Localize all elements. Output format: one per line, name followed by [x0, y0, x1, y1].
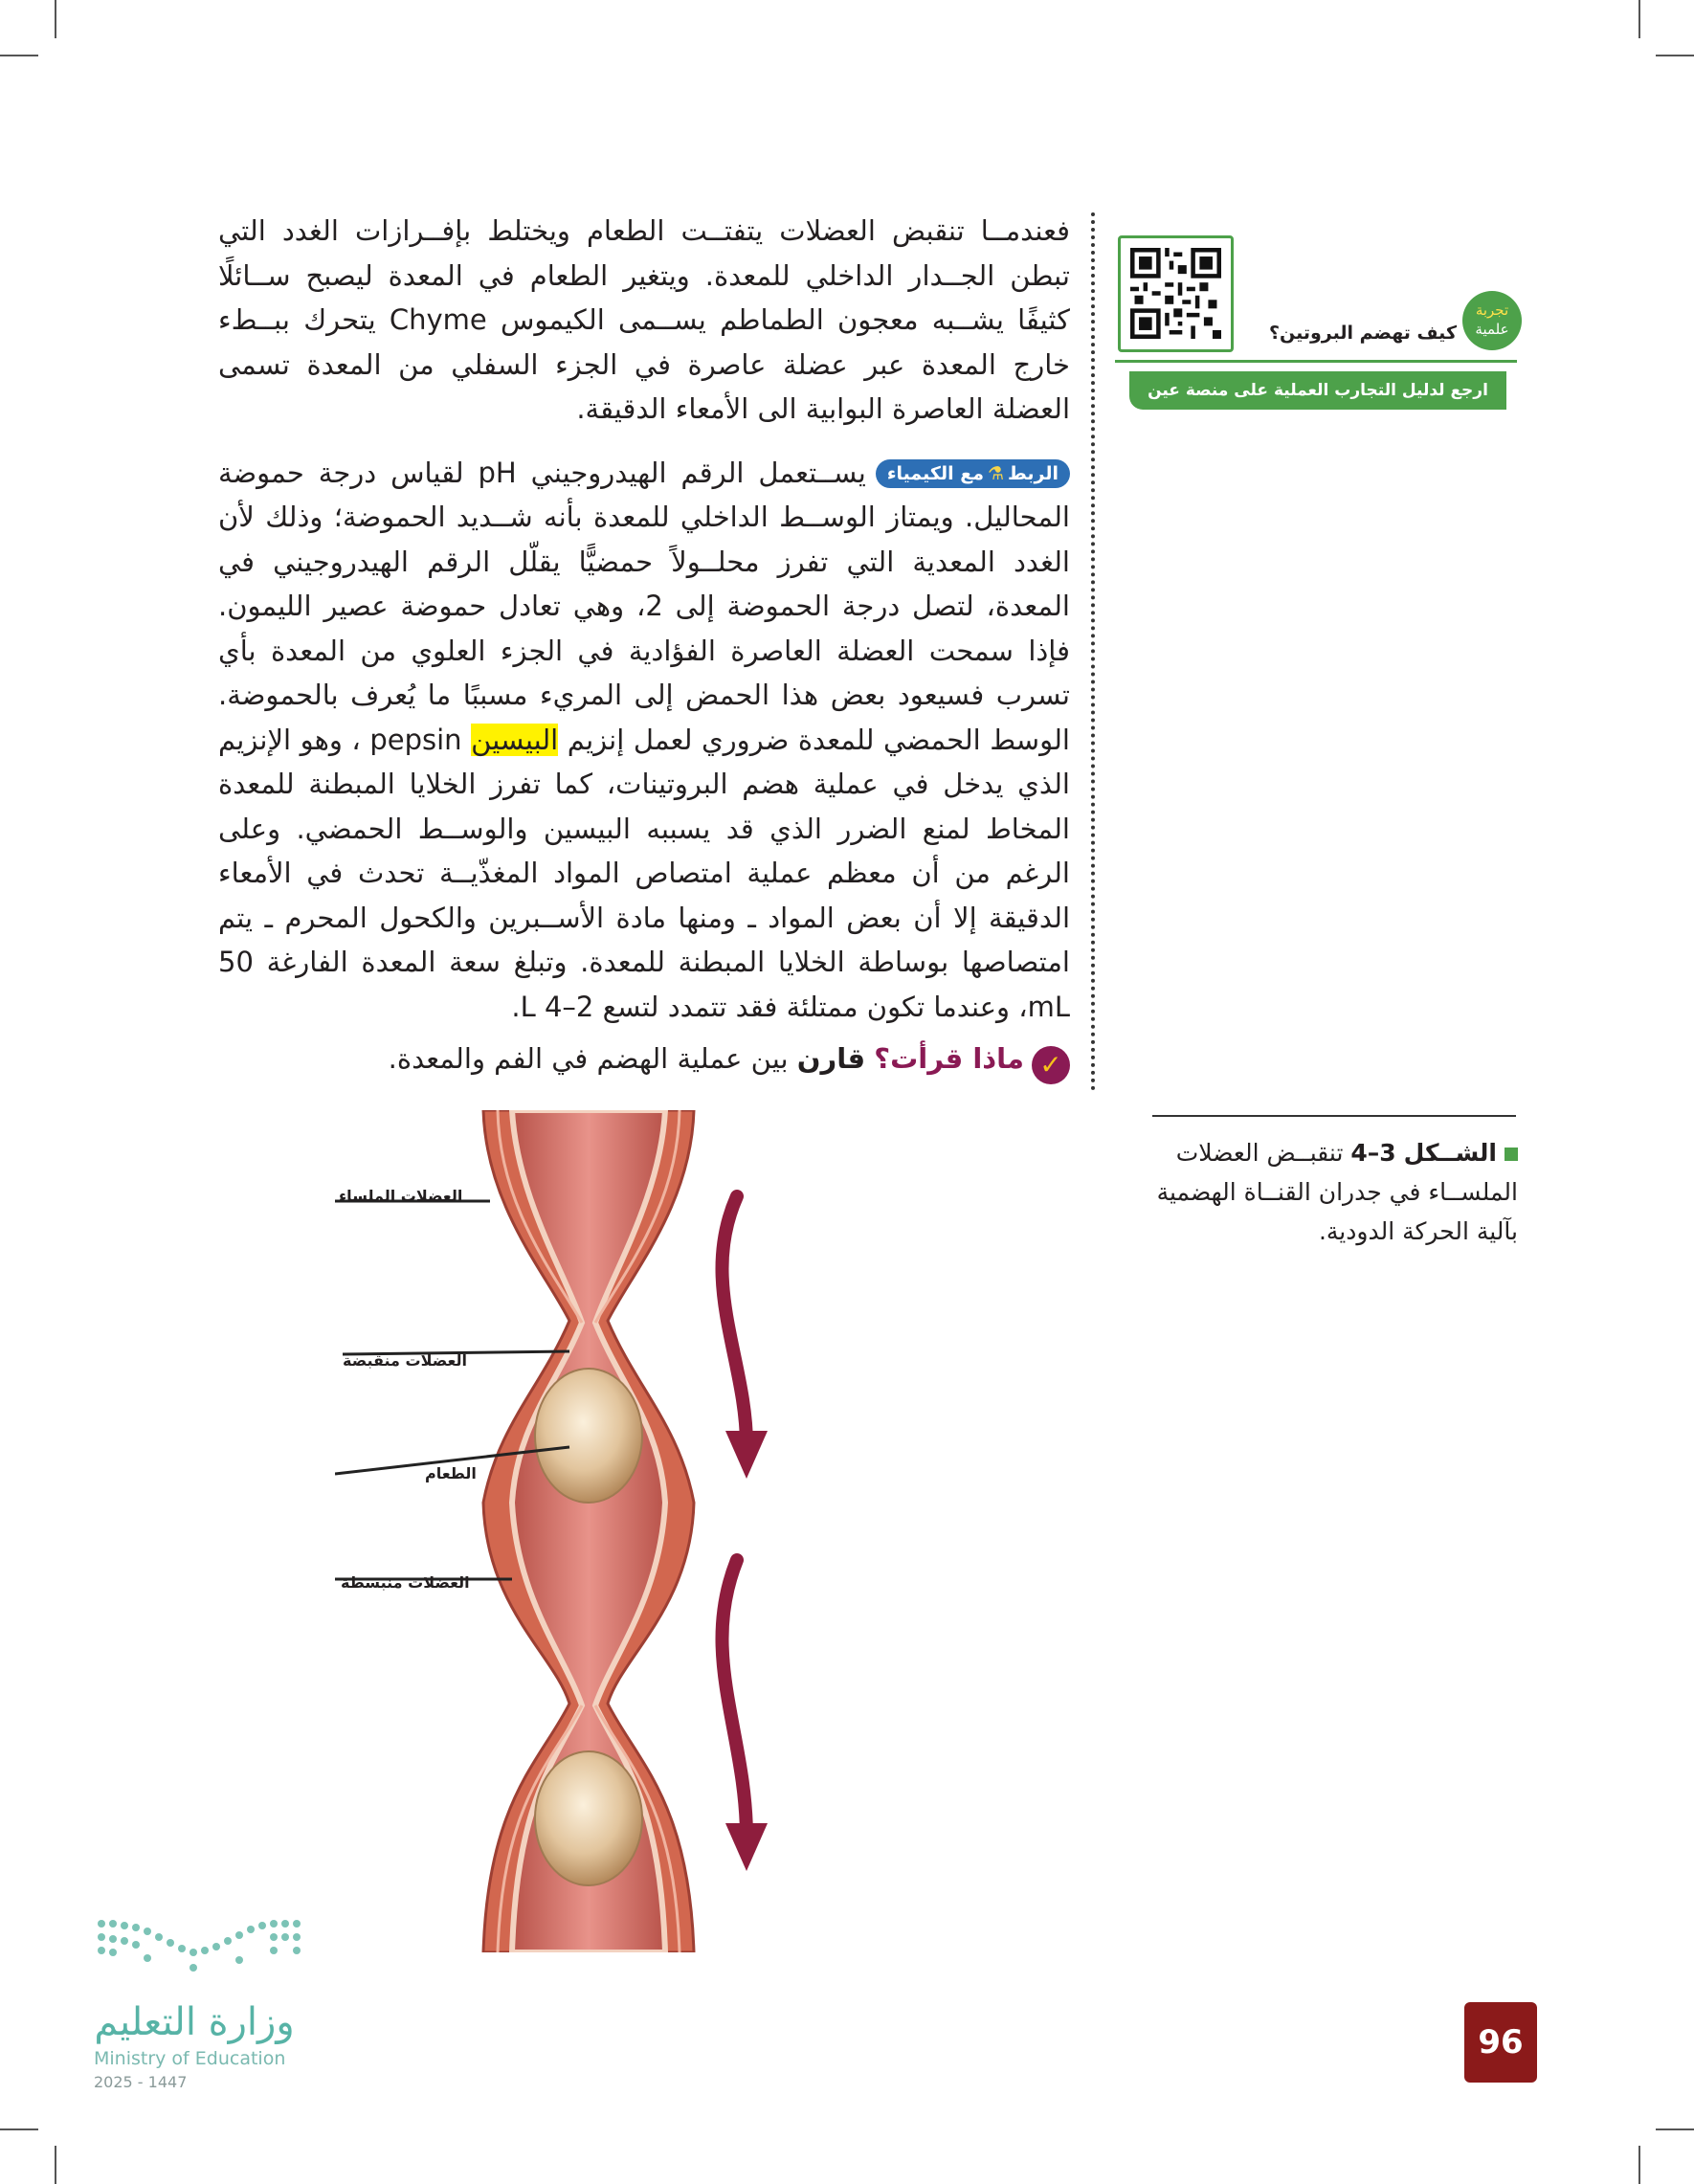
ministry-year: 2025 - 1447: [94, 2073, 188, 2091]
figure-caption: [1135, 1133, 1518, 1251]
ministry-name-en: Ministry of Education: [94, 2048, 286, 2069]
ministry-name-ar: وزارة التعليم: [94, 2000, 295, 2044]
ministry-logo-icon: [92, 1914, 312, 2000]
checkmark-icon: ✓: [1032, 1046, 1070, 1084]
label-smooth-muscle: العضلات الملساء: [339, 1187, 463, 1205]
highlight-pepsin: البيسين: [471, 723, 559, 756]
paragraph-acidity: [218, 451, 1070, 1030]
crop-mark: [0, 55, 38, 56]
lab-badge-line1: تجربة: [1475, 301, 1509, 319]
caption-square-icon: [1505, 1148, 1518, 1161]
column-divider: [1091, 212, 1095, 1091]
lab-title: كيف تهضم البروتين؟: [1268, 323, 1457, 344]
what-did-you-read: [218, 1036, 1070, 1084]
badge-label-link: الربط: [1008, 462, 1059, 484]
crop-mark: [1638, 2146, 1640, 2184]
lab-divider: [1115, 360, 1517, 363]
caption-fig-number: 3–4: [1350, 1139, 1396, 1167]
food-bolus: [535, 1751, 642, 1885]
what-read-text: بين عملية الهضم في الفم والمعدة.: [388, 1042, 789, 1075]
down-arrow-icon: [722, 1196, 747, 1445]
crop-mark: [1638, 0, 1640, 38]
crop-mark: [55, 2146, 56, 2184]
paragraph-acidity-part1: يســتعمل الرقم الهيدروجيني pH لقياس درجة حموضة المحاليل. ويمتاز الوســط الداخلي للمعدة بأنه شــديد الحموضة؛ وذلك لأن الغدد المعدية التي تفرز محلــولاً حمضيًّا يقلّل الرقم الهيدروجيني في المعدة، لتصل درجة الحموضة إلى 2، وهي تعادل حموضة عصير الليمون. فإذا سمحت العضلة العاصرة الفؤادية في الجزء العلوي من المعدة بأي تسرب فسيعود بعض هذا الحمض إلى المريء مسببًا ما يُعرف بالحموضة. الوسط الحمضي للمعدة ضروري لعمل إنزيم: [218, 456, 1070, 756]
badge-label-chemistry: الكيمياء: [886, 462, 954, 484]
crop-mark: [55, 0, 56, 38]
crop-mark: [1656, 55, 1694, 56]
badge-label-with: مع: [960, 462, 984, 484]
caption-fig-word: الشــكل: [1403, 1139, 1497, 1167]
label-contracted-muscle: العضلات منقبضة: [343, 1351, 468, 1370]
caption-text: تنقبــض العضلات الملســاء في جدران القنــاة الهضمية بآلية الحركة الدودية.: [1156, 1139, 1518, 1245]
crop-mark: [1656, 2128, 1694, 2130]
down-arrow-icon: [722, 1560, 747, 1838]
caption-rule: [1152, 1115, 1516, 1117]
label-relaxed-muscle: العضلات منبسطة: [341, 1573, 470, 1592]
lab-instruction-bar: ارجع لدليل التجارب العملية على منصة عين الإثرائية: [1129, 371, 1506, 410]
peristalsis-illustration: [335, 1110, 804, 1952]
food-bolus: [535, 1369, 642, 1503]
paragraph-acidity-part2: pepsin ، وهو الإنزيم الذي يدخل في عملية هضم البروتينات، كما تفرز الخلايا المبطنة للمعدة المخاط لمنع الضرر الذي قد يسببه البيسين والوســط الحمضي. وعلى الرغم من أن معظم عملية امتصاص المواد المغذّيــة تحدث في الأمعاء الدقيقة إلا أن بعض المواد ـ ومنها مادة الأســبرين والكحول المحرم ـ يتم امتصاصها بوساطة الخلايا المبطنة للمعدة. وتبلغ سعة المعدة الفارغة 50 mL، وعندما تكون ممتلئة فقد تتمدد لتسع 2–4 L.: [218, 723, 1070, 1023]
page-number: 96: [1464, 2002, 1537, 2083]
flask-icon: ⚗: [988, 462, 1005, 484]
chemistry-link-badge: [876, 459, 1070, 488]
lab-badge-line2: علمية: [1475, 321, 1509, 338]
what-read-label: ماذا قرأت؟: [874, 1042, 1024, 1075]
paragraph-chyme: فعندمــا تنقبض العضلات يتفتــت الطعام ويختلط بإفــرازات الغدد التي تبطن الجــدار الداخلي للمعدة. ويتغير الطعام في المعدة ليصبح ســائلًا كثيفًا يشــبه معجون الطماطم يســمى الكيموس Chyme يتحرك ببــطء خارج المعدة عبر عضلة عاصرة في الجزء السفلي من المعدة تسمى العضلة العاصرة البوابية الى الأمعاء الدقيقة.: [218, 214, 1070, 425]
lab-badge: [1462, 291, 1522, 350]
qr-code-icon[interactable]: [1130, 248, 1221, 339]
crop-mark: [0, 2128, 38, 2130]
label-food: الطعام: [425, 1464, 477, 1482]
what-read-verb: قارن: [796, 1042, 866, 1075]
main-text-column: [218, 209, 1070, 1084]
qr-code-frame[interactable]: [1118, 235, 1234, 352]
